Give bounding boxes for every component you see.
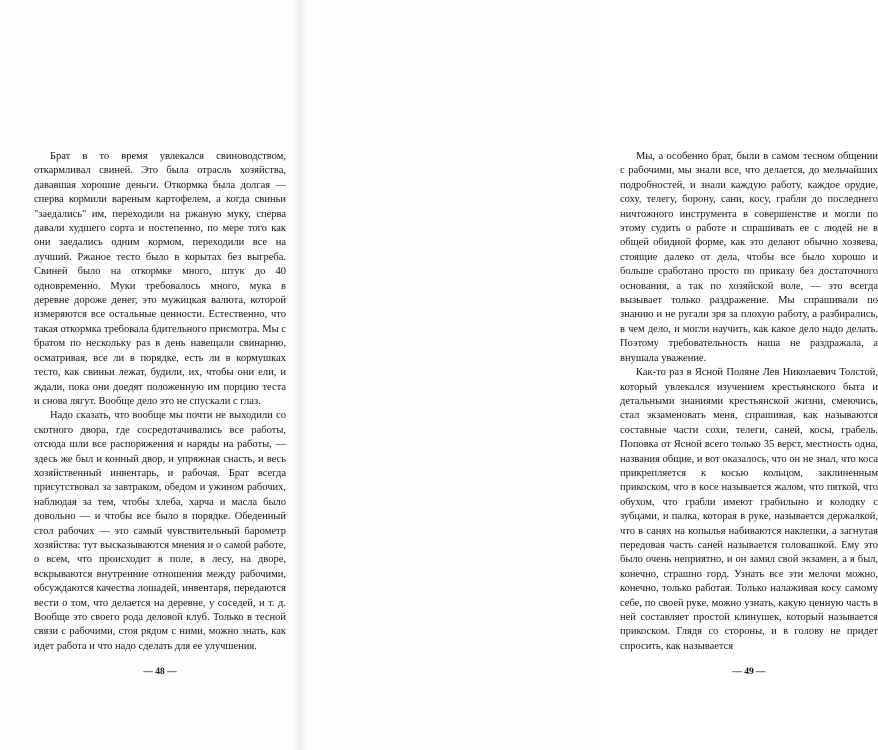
paragraph: Как-то раз в Ясной Поляне Лев Николаевич Толстой, который увлекался изучением крестьянского быта и детальными знаниями крестьянской жизни, смеючись, стал экзаменовать меня, спрашивая, как называются составные части сохи, телеги, саней, косы, грабель. Поповка от Ясной всего только 35 верст, местность одна, названия общие, и вот оказалось, что он не знал, что коса прикрепляется к косью кольцом, заклиненным прикоском, что в косе называется жалом, что пяткой, что обухом, что грабли имеют грабилыно и колодку с зубцами, и палка, которая в руке, называется держалкой, что в санях на копылья набиваются наклепки, а загнутая передовая часть саней называется головашкой. Ему это было очень неприятно, и он замял свой экзамен, а я был, конечно, страшно горд. Узнать все эти мелочи можно, конечно, только работая. Только налаживая косу самому себе, по своей руке, можно узнать, какую ценную часть в ней составляет простой клинушек, который называется прикоском. Глядя со стороны, и в голову не придет спросить, как называется xyxy=(620,367,878,652)
paragraph: Мы, а особенно брат, были в самом тесном общении с рабочими, мы знали все, что делается, до мельчайших подробностей, и знали каждую работу, каждое орудие, соху, телегу, борону, сани, косу, грабли до последнего ничтожного инструмента в совершенстве и могли по этому судить о работе и спрашивать ее с людей не в общей обидной форме, как это делают обычно хозяева, стоящие далеко от дела, чтобы все было хорошо и больше сработано просто по приказу без достаточного основания, а так по хозяйской воле, — это всегда вызывает только раздражение. Мы спрашивали по знанию и не ругали зря за плохую работу, а разбирались, в чем дело, и могли научить, как какое дело надо делать. Поэтому требовательность наша не раздражала, а внушала уважение. xyxy=(620,151,878,364)
book-gutter xyxy=(292,0,308,750)
right-page xyxy=(300,0,878,750)
left-page xyxy=(0,0,300,750)
page-number: — 49 — xyxy=(732,667,766,677)
page-number: — 48 — xyxy=(143,667,177,677)
right-page-text xyxy=(620,150,878,654)
paragraph: Надо сказать, что вообще мы почти не выходили со скотного двора, где сосредотачивались все работы, отсюда шли все распоряжения и наряды на работы, — здесь же был и конный двор, и упряжная снасть, и весь хозяйственный инвентарь, и рабочая. Брат всегда присутствовал за завтраком, обедом и ужином рабочих, наблюдая за тем, чтобы хлеба, харча и масла было довольно — и чтобы все было в порядке. Обеденный стол рабочих — это самый чувствительный барометр хозяйства: тут высказываются мнения и о самой работе, о всем, что происходит в поле, в лесу, на дворе, вскрываются внутренние отношения между рабочими, обсуждаются качества лошадей, инвентаря, передаются вести о том, что делается на деревне, у соседей, и т. д. Вообще это своего рода деловой клуб. Только в тесной связи с рабочими, стоя рядом с ними, можно знать, как идет работа и что надо сделать для ее улучшения. xyxy=(34,410,286,652)
paragraph: Брат в то время увлекался свиноводством, откармливал свиней. Это была отрасль хозяйства, дававшая хорошие деньги. Откормка была долгая — сперва кормили вареным картофелем, а когда свиньи "заедались" им, переходили на ржаную муку, сперва давали худшего сорта и постепенно, по мере того как они заедались одним кормом, переходили все на лучший. Ржаное тесто было в корытах без выгреба. Свиней было на откормке много, штук до 40 одновременно. Муки требовалось много, мука в деревне дороже денег, это мужицкая валюта, которой измеряются все остальные ценности. Естественно, что такая откормка требовала бдительного присмотра. Мы с братом по нескольку раз в день навещали свинарню, осматривая, все ли в порядке, есть ли в кормушках тесто, как свиньи лежат, будили, их, чтобы они ели, и ждали, пока они доедят положенную им порцию теста и снова лягут. Вообще дело это не спускали с глаз. xyxy=(34,151,286,407)
left-page-text xyxy=(34,150,286,654)
